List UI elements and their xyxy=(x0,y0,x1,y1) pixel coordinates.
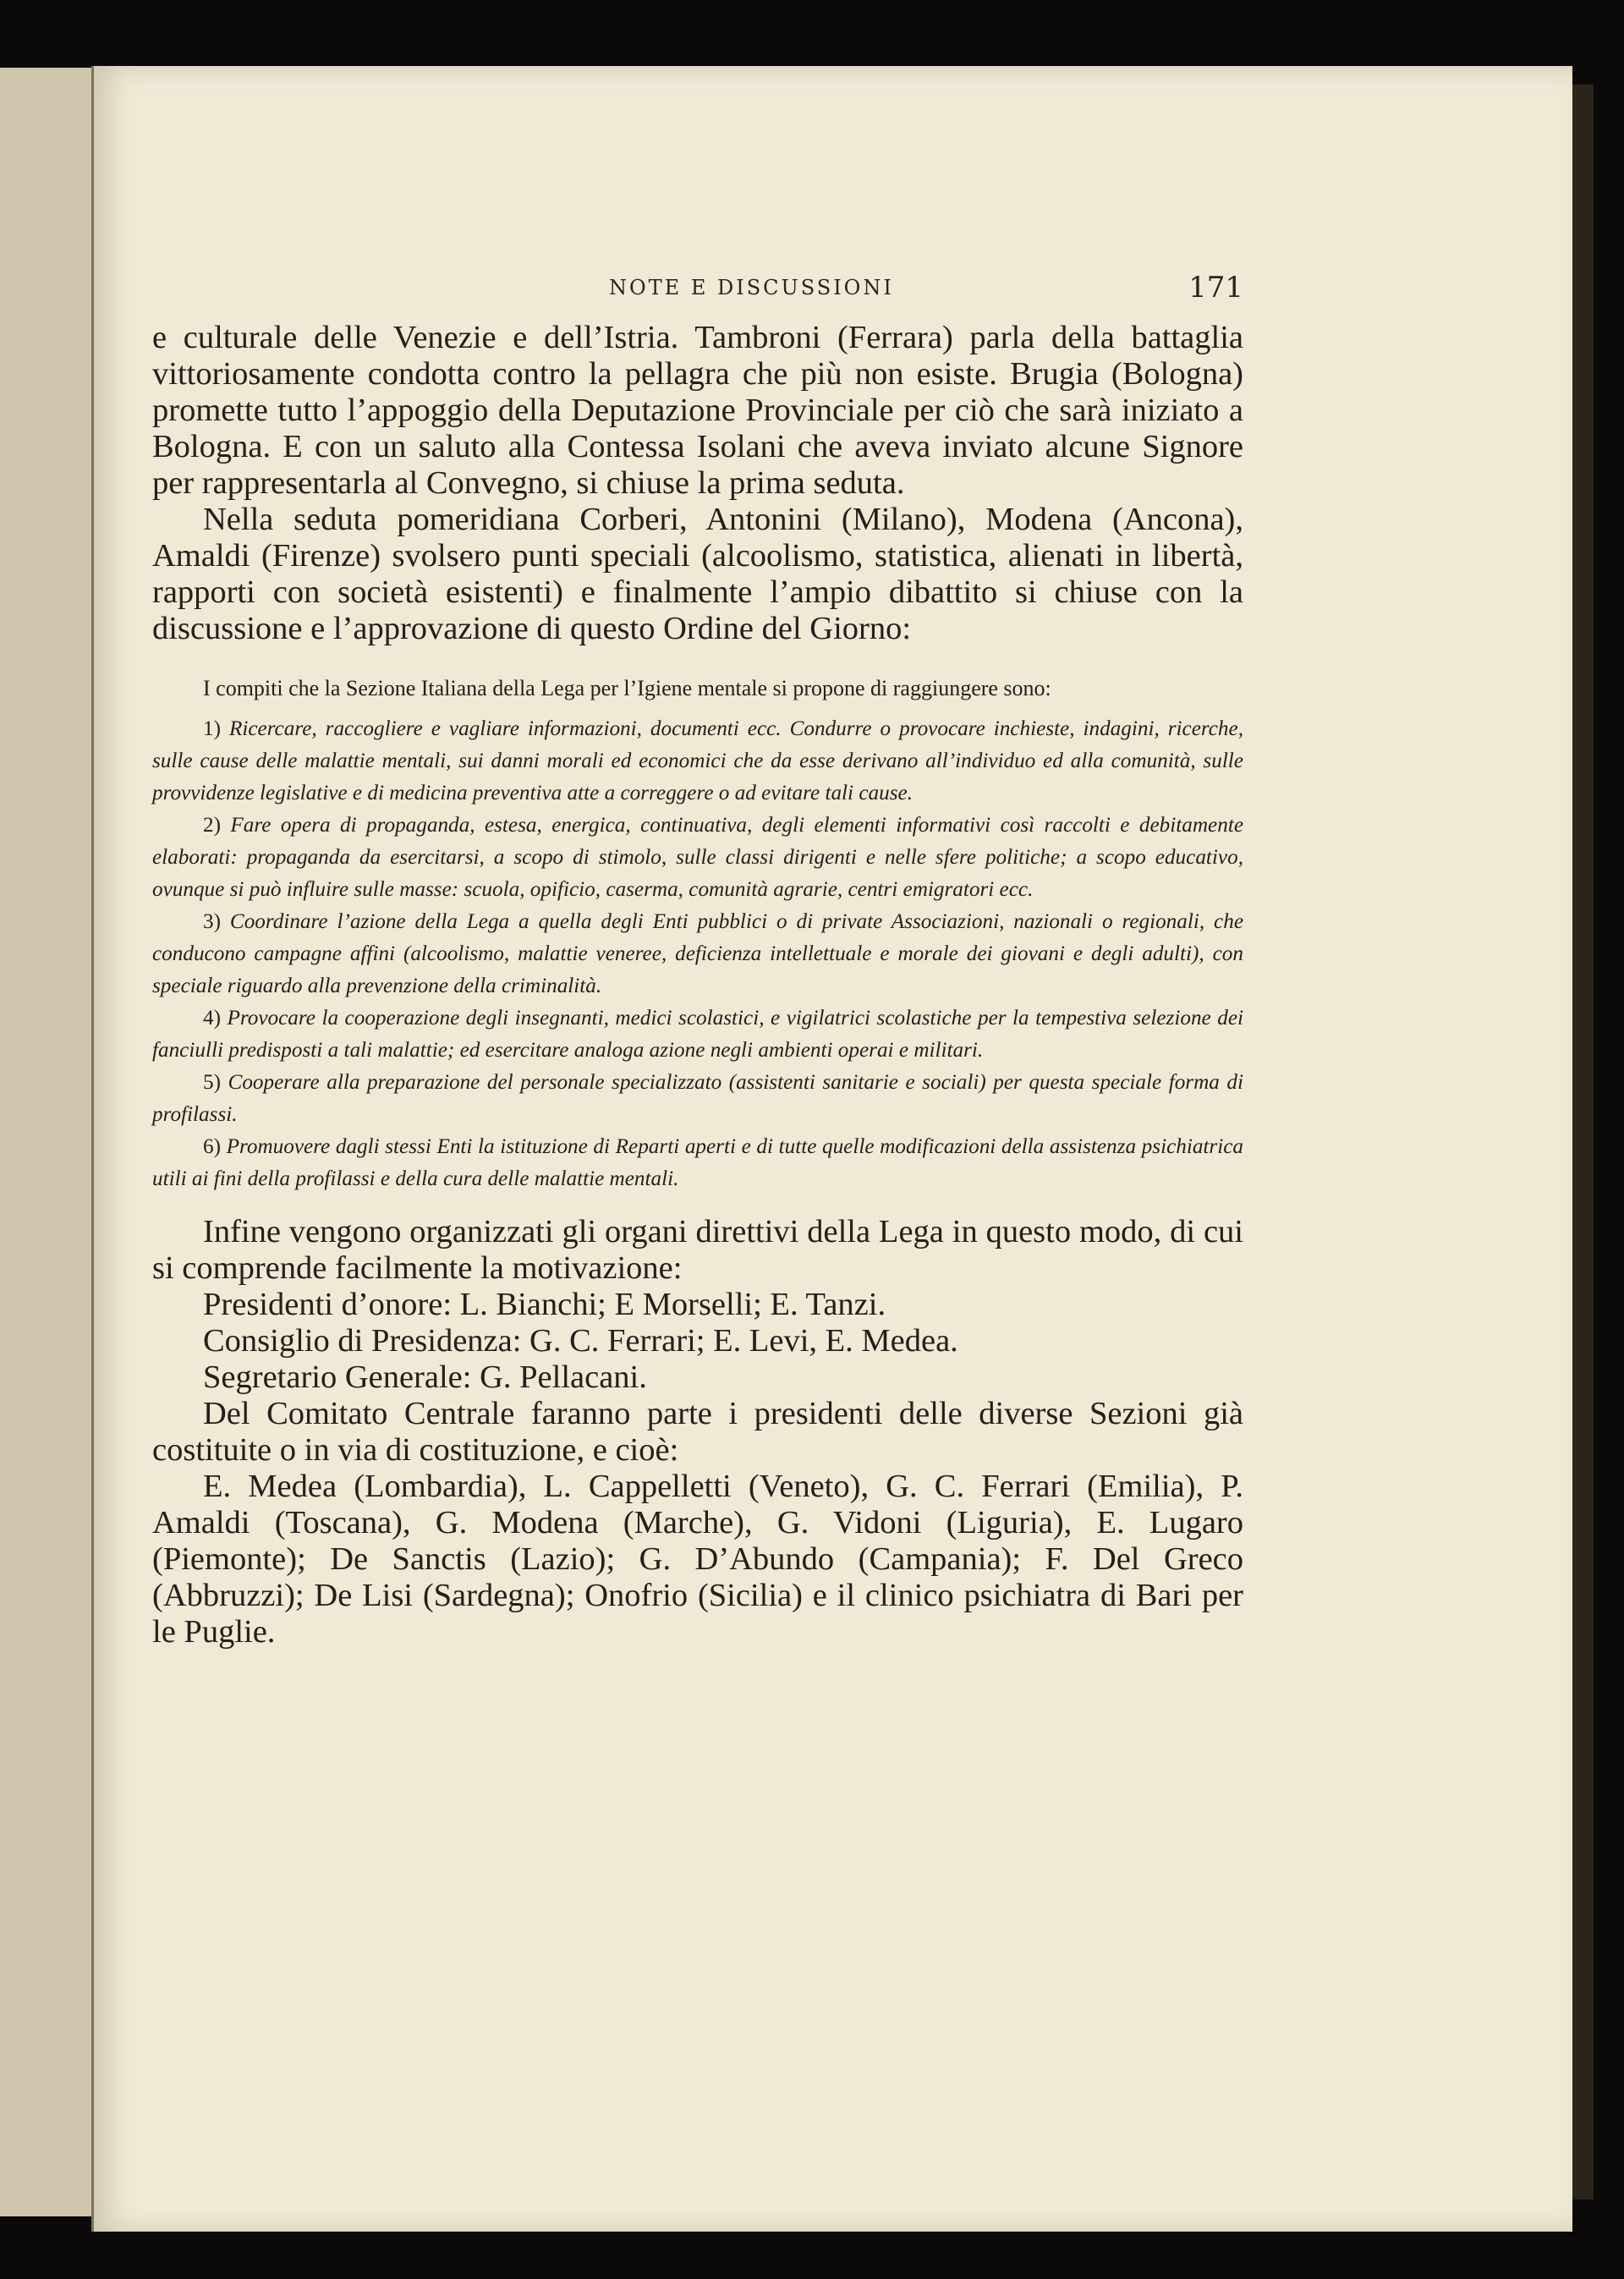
page-header xyxy=(152,272,1243,306)
ordine-item xyxy=(152,1131,1243,1195)
paragraph-4: Del Comitato Centrale faranno parte i presidenti delle diverse Sezioni già costituite o in via di costituzione, e cioè: xyxy=(152,1396,1243,1468)
paragraph-3: Infine vengono organizzati gli organi direttivi della Lega in questo modo, di cui si comprende facilmente la motivazione: xyxy=(152,1214,1243,1286)
page-body xyxy=(152,320,1243,1650)
item-text: Cooperare alla preparazione del personale specializzato (assistenti sanitarie e sociali) per questa speciale forma di profilassi. xyxy=(152,1071,1243,1126)
item-text: Provocare la cooperazione degli insegnanti, medici scolastici, e vigilatrici scolastiche per la tempestiva selezione dei fanciulli predisposti a tali malattie; ed esercitare analoga azione negli ambienti operai e militari. xyxy=(152,1007,1243,1062)
ordine-intro: I compiti che la Sezione Italiana della Lega per l’Igiene mentale si propone di raggiungere sono: xyxy=(203,676,1051,700)
item-text: Coordinare l’azione della Lega a quella degli Enti pubblici o di private Associazioni, nazionali o regionali, che conducono campagne affini (alcoolismo, malattie veneree, deficienza intellettuale e morale dei giovani e degli adulti), con speciale riguardo alla prevenzione della criminalità. xyxy=(152,910,1244,997)
ordine-item xyxy=(152,906,1243,1002)
facing-page-edge xyxy=(0,68,96,2216)
page-shadow xyxy=(1570,85,1594,2199)
page-number: 171 xyxy=(1188,271,1243,305)
paragraph-5: E. Medea (Lombardia), L. Cappelletti (Veneto), G. C. Ferrari (Emilia), P. Amaldi (Toscana), G. Modena (Marche), G. Vidoni (Liguria), E. Lugaro (Piemonte); De Sanctis (Lazio); G. D’Abundo (Campania); F. Del Greco (Abbruzzi); De Lisi (Sardegna); Onofrio (Sicilia) e il clinico psichiatra di Bari per le Puglie. xyxy=(152,1469,1243,1650)
ordine-item xyxy=(152,1002,1243,1067)
item-number: 4) xyxy=(203,1007,221,1030)
item-number: 5) xyxy=(203,1071,221,1094)
paragraph-2: Nella seduta pomeridiana Corberi, Antonini (Milano), Modena (Ancona), Amaldi (Firenze) svolsero punti speciali (alcoolismo, statistica, alienati in libertà, rapporti con società esistenti) e finalmente l’ampio dibattito si chiuse con la discussione e l’approvazione di questo Ordine del Giorno: xyxy=(152,502,1243,646)
item-number: 3) xyxy=(203,910,221,933)
item-number: 2) xyxy=(203,814,221,837)
item-text: Promuovere dagli stessi Enti la istituzione di Reparti aperti e di tutte quelle modificazioni della assistenza psichiatrica utili ai fini della profilassi e della cura delle malattie mentali. xyxy=(152,1135,1244,1190)
running-title: NOTE E DISCUSSIONI xyxy=(609,276,894,299)
consiglio-line: Consiglio di Presidenza: G. C. Ferrari; E. Levi, E. Medea. xyxy=(203,1323,958,1359)
ordine-item xyxy=(152,1067,1243,1131)
ordine-item xyxy=(152,810,1243,906)
item-text: Fare opera di propaganda, estesa, energica, continuativa, degli elementi informativi così raccolti e debitamente elaborati: propaganda da esercitarsi, a scopo di stimolo, sulle classi dirigenti e nelle sfere politiche; a scopo educativo, ovunque si può influire sulle masse: scuola, opificio, caserma, comunità agrarie, centri emigratori ecc. xyxy=(152,814,1244,901)
paragraph-1: e culturale delle Venezie e dell’Istria. Tambroni (Ferrara) parla della battaglia vittoriosamente condotta contro la pellagra che più non esiste. Brugia (Bologna) promette tutto l’appoggio della Deputazione Provinciale per ciò che sarà iniziato a Bologna. E con un saluto alla Contessa Isolani che aveva inviato alcune Signore per rappresentarla al Convegno, si chiuse la prima seduta. xyxy=(152,320,1243,501)
item-text: Ricercare, raccogliere e vagliare informazioni, documenti ecc. Condurre o provocare inchieste, indagini, ricerche, sulle cause delle malattie mentali, sui danni morali ed economici che da esse derivano all’individuo ed alla comunità, sulle provvidenze legislative e di medicina preventiva atte a correggere o ad evitare tali cause. xyxy=(152,717,1243,805)
presidenti-line: Presidenti d’onore: L. Bianchi; E Morselli; E. Tanzi. xyxy=(203,1287,886,1322)
item-number: 1) xyxy=(203,717,221,740)
item-number: 6) xyxy=(203,1135,221,1158)
ordine-item xyxy=(152,713,1243,810)
segretario-line: Segretario Generale: G. Pellacani. xyxy=(203,1359,647,1395)
